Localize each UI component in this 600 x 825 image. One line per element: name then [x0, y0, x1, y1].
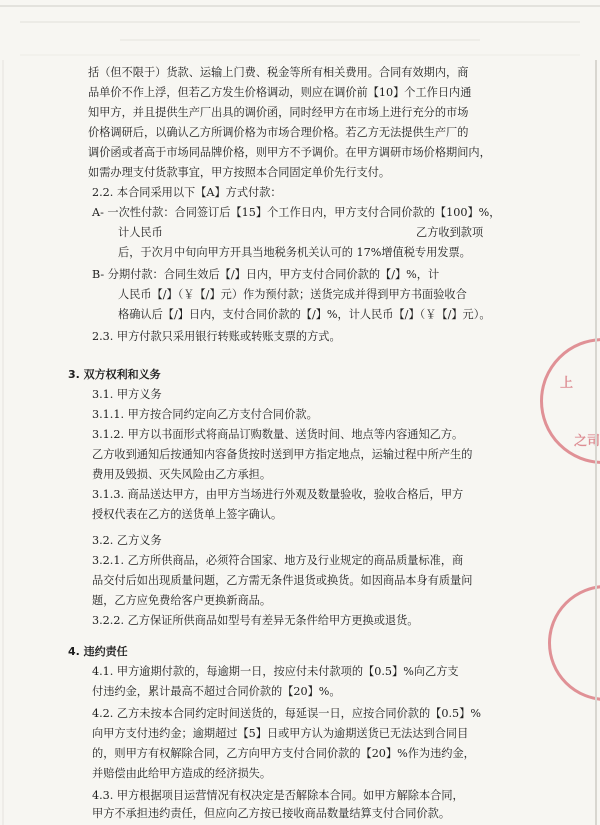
seal-char: 上 [560, 376, 574, 391]
clause-3-1-2: 乙方收到通知后按通知内容备货按时送到甲方指定地点，运输过程中所产生的 [92, 448, 473, 461]
clause-4-1: 付违约金，累计最高不超过合同价款的【20】%。 [92, 685, 341, 698]
clause-3-1-3: 3.1.3. 商品送达甲方，由甲方当场进行外观及数量验收，验收合格后，甲方 [92, 488, 464, 501]
section-3-heading: 3. 双方权利和义务 [68, 368, 161, 381]
clause-3-1-1: 3.1.1. 甲方按合同约定向乙方支付合同价款。 [92, 408, 318, 421]
para-line: 如需办理支付货款事宜，甲方按照本合同固定单价先行支付。 [88, 166, 391, 179]
clause-3-2-2: 3.2.2. 乙方保证所供商品如型号有差异无条件给甲方更换或退货。 [92, 614, 419, 627]
para-line: 调价函或者高于市场同品牌价格，则甲方不予调价。在甲方调研市场价格期间内， [88, 146, 491, 159]
option-b-line: 人民币【/】（￥【/】元）作为预付款；送货完成并得到甲方书面验收合 [118, 288, 467, 301]
seal-char: 之司 [574, 434, 600, 449]
clause-2-3: 2.3. 甲方付款只采用银行转账或转账支票的方式。 [92, 330, 341, 343]
option-a-rmb: 计人民币 [118, 226, 163, 239]
option-a-received: 乙方收到款项 [416, 226, 484, 239]
clause-3-2-1: 品交付后如出现质量问题，乙方需无条件退货或换货。如因商品本身有质量问 [92, 574, 473, 587]
clause-3-2-1: 题，乙方应免费给客户更换新商品。 [92, 594, 272, 607]
clause-4-2: 并赔偿由此给甲方造成的经济损失。 [92, 767, 272, 780]
option-a-invoice: 后，于次月中旬向甲方开具当地税务机关认可的 17%增值税专用发票。 [118, 246, 471, 259]
section-4-heading: 4. 违约责任 [68, 645, 128, 658]
clause-3-2-1: 3.2.1. 乙方所供商品，必须符合国家、地方及行业规定的商品质量标准，商 [92, 554, 464, 567]
clause-3-1-2: 3.1.2. 甲方以书面形式将商品订购数量、送货时间、地点等内容通知乙方。 [92, 428, 464, 441]
clause-3-1-3: 授权代表在乙方的送货单上签字确认。 [92, 508, 283, 521]
option-a-line: A- 一次性付款：合同签订后【15】个工作日内，甲方支付合同价款的【100】%， [92, 206, 501, 219]
clause-3-1: 3.1. 甲方义务 [92, 388, 162, 401]
clause-4-2: 4.2. 乙方未按本合同约定时间送货的，每延误一日，应按合同价款的【0.5】% [92, 707, 481, 720]
option-b-line: B- 分期付款：合同生效后【/】日内，甲方支付合同价款的【/】%，计 [92, 268, 440, 281]
clause-4-2: 的，则甲方有权解除合同，乙方向甲方支付合同价款的【20】%作为违约金， [92, 747, 475, 760]
option-b-line: 格确认后【/】日内，支付合同价款的【/】%，计人民币【/】（￥【/】元）。 [118, 308, 491, 321]
clause-2-2: 2.2. 本合同采用以下【A】方式付款： [92, 186, 282, 199]
para-line: 品单价不作上浮，但若乙方发生价格调动，则应在调价前【10】个工作日内通 [88, 86, 472, 99]
para-line: 括（但不限于）货款、运输上门费、税金等所有相关费用。合同有效期内，商 [88, 66, 469, 79]
clause-4-3: 甲方不承担违约责任，但应向乙方按已接收商品数量结算支付合同价款。 [92, 807, 451, 820]
clause-4-3: 4.3. 甲方根据项目运营情况有权决定是否解除本合同。如甲方解除本合同， [92, 789, 464, 802]
clause-3-2: 3.2. 乙方义务 [92, 534, 162, 547]
clause-4-2: 向甲方支付违约金；逾期超过【5】日或甲方认为逾期送货已无法达到合同目 [92, 727, 469, 740]
para-line: 价格调研后，以确认乙方所调价格为市场合理价格。若乙方无法提供生产厂的 [88, 126, 469, 139]
clause-3-1-2: 费用及毁损、灭失风险由乙方承担。 [92, 468, 272, 481]
para-line: 知甲方，并且提供生产厂出具的调价函，同时经甲方在市场上进行充分的市场 [88, 106, 469, 119]
clause-4-1: 4.1. 甲方逾期付款的，每逾期一日，按应付未付款项的【0.5】%向乙方支 [92, 665, 459, 678]
